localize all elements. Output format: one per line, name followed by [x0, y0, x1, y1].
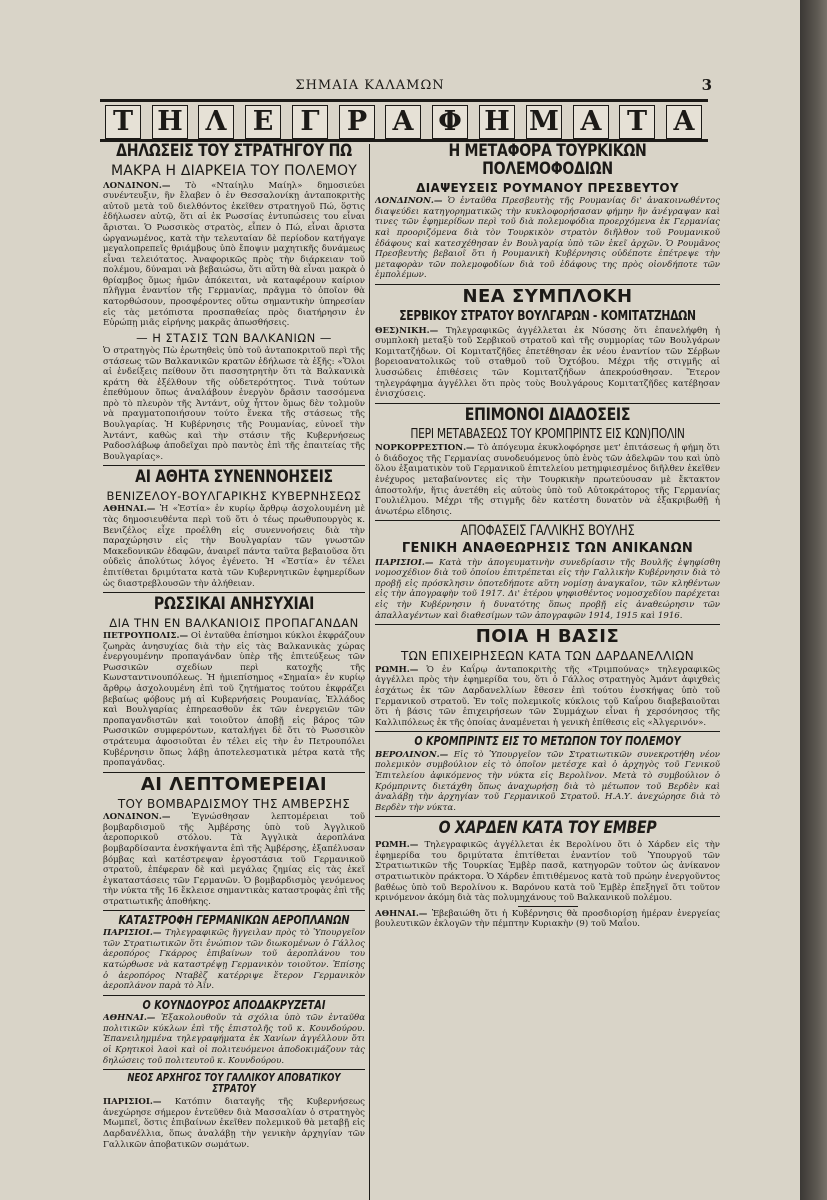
banner-letter: Α [666, 105, 702, 139]
article-subheadline: ΒΕΝΙΖΕΛΟΥ-ΒΟΥΛΓΑΡΙΚΗΣ ΚΥΒΕΡΝΗΣΕΩΣ [106, 489, 362, 504]
divider [375, 403, 720, 404]
banner-letter: Φ [432, 105, 468, 139]
dateline: ΛΟΝΔΙΝΟΝ.— [103, 180, 171, 191]
article-subheadline: ΓΕΝΙΚΗ ΑΝΑΘΕΩΡΗΣΙΣ ΤΩΝ ΑΝΙΚΑΝΩΝ [401, 541, 694, 557]
article-subheadline: ΤΟΥ ΒΟΜΒΑΡΔΙΣΜΟΥ ΤΗΣ ΑΜΒΕΡΣΗΣ [117, 796, 351, 811]
article-text: Εἰς τὸ Ὑπουργεῖον τῶν Στρατιωτικῶν συνεκροτήθη νέον πολεμικὸν συμβούλιον εἰς τὸ ὁποῖον μετέσχε καὶ ὁ ἀρχηγὸς τοῦ Γενικοῦ Ἐπιτελείου ἀφικόμενος τὴν νύκτα εἰς Βερολῖνον. Μετὰ τὸ συμβούλιον ὁ Κρόμπριντς διετάχθη ὅπως ἀναχωρήσῃ διὰ τὸ μέτωπον τοῦ Βερδὲν καὶ ἀναλάβῃ τὴν ἀρχηγίαν τοῦ Γερμανικοῦ Στρατοῦ. Η.Α.Υ. ἀνεχώρησε διὰ τὸ Βερδὲν τὴν νύκτα. [375, 749, 720, 813]
divider [103, 910, 365, 911]
divider [103, 995, 365, 996]
dateline: ΠΕΤΡΟΥΠΟΛΙΣ.— [103, 631, 189, 641]
article-po [103, 143, 365, 462]
dateline: ΛΟΝΔΙΝΟΝ.— [375, 196, 443, 207]
article-koundouros [103, 999, 365, 1067]
banner-letter: Λ [198, 105, 234, 139]
divider [375, 624, 720, 625]
page-header [40, 76, 712, 98]
dateline: ΠΑΡΙΣΙΟΙ.— [103, 928, 162, 939]
article-venizelos [103, 469, 365, 589]
divider [375, 816, 720, 817]
dateline: ΠΑΡΙΣΙΟΙ.— [103, 1097, 162, 1108]
box-headline: ΚΑΤΑΣΤΡΟΦΗ ΓΕΡΜΑΝΙΚΩΝ ΑΕΡΟΠΛΑΝΩΝ [118, 912, 350, 927]
article-text: Τηλεγραφικῶς ἀγγέλλεται ἐκ Νύσσης ὅτι ἐπανελήφθη ἡ συμπλοκὴ μεταξὺ τοῦ Σερβικοῦ στρατοῦ καὶ τῆς συμμορίας τῶν Βουλγάρων Κομιτατζήδων. Οἱ Κομιτατζῆδες ἐπετέθησαν ἐκ νέου ἐναντίον τῶν Σέρβων βορειοανατολικῶς τοῦ σταθμοῦ τοῦ Ὀχτόβου. Μέχρι τῆς στιγμῆς αἱ λυσσώδεις ἐπιθέσεις τῶν Κομιτατζήδων ἀπεκρούσθησαν. Ἕτερον τηλεγράφημα ἀγγέλλει ὅτι πρὸς τοὺς Βουλγάρους Κομιτατζῆδες κατέβησαν ἐνισχύσεις. [375, 325, 720, 400]
book-edge [800, 0, 827, 1200]
dateline: ΑΘΗΝΑΙ.— [103, 1013, 156, 1024]
article-subheadline: ΤΩΝ ΕΠΙΧΕΙΡΗΣΕΩΝ ΚΑΤΑ ΤΩΝ ΔΑΡΔΑΝΕΛΛΙΩΝ [400, 649, 695, 664]
newspaper-title: ΣΗΜΑΙΑ ΚΑΛΑΜΩΝ [295, 78, 445, 93]
article-headline: ΔΗΛΩΣΕΙΣ ΤΟΥ ΣΤΡΑΤΗΓΟΥ ΠΩ [116, 141, 352, 161]
dateline: ΡΩΜΗ.— [375, 664, 419, 675]
article-french-commander [103, 1073, 365, 1150]
dateline: ΡΩΜΗ.— [375, 840, 419, 851]
dateline: ΑΘΗΝΑΙ.— [103, 504, 156, 515]
divider [103, 465, 365, 466]
article-russian-worries [103, 596, 365, 769]
article-headline: ΕΠΙΜΟΝΟΙ ΔΙΑΔΟΣΕΙΣ [464, 404, 631, 425]
telegrams-banner [100, 103, 708, 139]
article-headline: Ο ΚΟΥΝΔΟΥΡΟΣ ΑΠΟΔΑΚΡΥΖΕΤΑΙ [142, 997, 326, 1012]
article-text: Κατὰ τὴν ἀπογευματινὴν συνεδρίασιν τῆς Βουλῆς ἐψηφίσθη νομοσχέδιον διὰ τοῦ ὁποίου ἐπιτρέπεται εἰς τὴν Γαλλικὴν Κυβέρνησιν διὰ τὸ προβῇ εἰς πρόσκλησιν ὁποτεδήποτε αὕτη νομίσῃ ἀναγκαῖον, τῶν κληθέντων εἰς τὴν ἀπογραφὴν τοῦ 1917. Δι' ἑτέρου ψηφισθέντος νομοσχεδίου παρέχεται εἰς τὴν Κυβέρνησιν ἡ δυνατότης ὅπως προβῇ εἰς ἀναθεώρησιν τῶν ἀπαλλαγέντων καὶ διαθεσίμων τῶν ἀπογραφῶν 1914, 1915 καὶ 1916. [375, 557, 720, 621]
article-subheadline: ΔΙΑ ΤΗΝ ΕΝ ΒΑΛΚΑΝΙΟΙΣ ΠΡΟΠΑΓΑΝΔΑΝ [109, 615, 359, 630]
banner-letter: Α [385, 105, 421, 139]
article-text: Τὸ ἀπόγευμα ἐκυκλοφόρησε μετ' ἐπιτάσεως ἡ φήμη ὅτι ὁ διάδοχος τῆς Γερμανίας συνοδευόμενος ὑπὸ ἑνὸς τῶν ἀδελφῶν του καὶ ὑπὸ ὅλου ἐξαιματικὸν τοῦ Γερμανικοῦ ἐπιτελείου μετημφιεσμένος διῆλθεν ἐκεῖθεν ἐνέχυρος μεταβαίνοντες εἰς τὴν Τουρκικὴν πρωτεύουσαν μὲ ἔκτακτον ἀποστολήν, ἥτις ἀνετέθη εἰς αὐτοὺς ὑπὸ τοῦ Αὐτοκράτορος τῆς Γερμανίας Γουλιέλμου. Μέχρι τῆς στιγμῆς δὲν κατέστη δυνατὸν νὰ ἐξακριβωθῇ ἡ ἀνωτέρω εἴδησις. [375, 443, 720, 517]
article-subheadline: ΠΕΡΙ ΜΕΤΑΒΑΣΕΩΣ ΤΟΥ ΚΡΟΜΠΡΙΝΤΣ ΕΙΣ ΚΩΝ)ΠΟΛΙΝ [410, 426, 685, 442]
article-turkish-munitions [375, 143, 720, 281]
column-divider [369, 144, 370, 1200]
article-headline: ΑΙ ΛΕΠΤΟΜΕΡΕΙΑΙ [140, 773, 328, 795]
article-text: Κατόπιν διαταγῆς τῆς Κυβερνήσεως ἀνεχώρησε σήμερον ἐντεῦθεν διὰ Μασσαλίαν ὁ στρατηγὸς Μωμπεῖ, ὅστις ἐπιβαίνων ἐκεῖθεν πολεμικοῦ θὰ μεταβῇ εἰς Δαρδανέλλια, ὅπως ἀναλάβῃ τὴν γενικὴν ἀρχηγίαν τῶν Γαλλικῶν ἀποβατικῶν σωμάτων. [103, 1097, 365, 1150]
article-headline: Ο ΧΑΡΔΕΝ ΚΑΤΑ ΤΟΥ ΕΜΒΕΡ [438, 818, 657, 839]
article-text: Τὸ «Νταίηλυ Μαίηλ» δημοσιεύει συνέντευξιν, ἣν ἔλαβεν ὁ ἐν Θεσσαλονίκῃ ἀνταποκριτὴς αὐτοῦ μετὰ τοῦ διελθόντος ἐκεῖθεν στρατηγοῦ Πώ, ὅστις ἐδήλωσεν αὐτῷ, ὅτι αἱ ἐκ Ρωσσίας ἐντυπώσεις του εἶναι ἄρισται. Ὁ Ρωσσικὸς στρατὸς, εἶπεν ὁ Πώ, εἶναι ἄριστα ὠργανωμένος, κατὰ τὴν τελευταίαν δὲ περίοδον κατήγαγε μεγαλοπρεπεῖς θριάμβους ὑπὸ ἔποψιν μαχητικῆς δυνάμεως εἶναι τελειότατος. Ἀναφορικῶς πρὸς τὴν διάρκειαν τοῦ πολέμου, δύναμαι νὰ βεβαιώσω, ὅτι αὕτη θὰ εἶναι μακρὰ ὁ θρίαμβος ὅμως ἡμῶν ἀπόκειται, νὰ καταφέρουν καίριον πλῆγμα ἐναντίον τῆς Γερμανίας, πρᾶγμα τὸ ὁποῖον θὰ κατορθώσουν, προσφέροντες οὕτω σημαντικὴν ὑπηρεσίαν εἰς τὰς μετόπιστα προσπαθείας πρὸς διατήρησιν ἐν Εὐρώπῃ μιᾶς εἰρήνης μακρᾶς ἀπωσθήσεις. [103, 180, 365, 329]
dateline: ΒΕΡΟΛΙΝΟΝ.— [375, 749, 449, 760]
banner-letter: Γ [292, 105, 328, 139]
article-text: Ὁ στρατηγὸς Πὼ ἐρωτηθεὶς ὑπὸ τοῦ ἀνταποκριτοῦ περὶ τῆς στάσεως τῶν Βαλκανικῶν κρατῶν ἐδήλωσε τὰ ἑξῆς: «Ὅλοι αἱ ἐνδείξεις πείθουν ὅτι πασσητρητὴν ὅτι τὰ Βαλκανικὰ κράτη θὰ ἐξέλθουν τῆς οὐδετερότητος. Τινὰ τούτων ἐπεθύμουν ὅπως ἀναλάβουν ἐνεργὸν δρᾶσιν τασσόμενα πρὸ τὸ πλευρὸν τῆς Ἀντάντ, οὐχ ἧττον ὅμως δὲν τολμοῦν νὰ πραγματοποιήσουν τούτο ἕνεκα τῆς στάσεως τῆς Βουλγαρίας. Ἡ Κυβέρνησις τῆς Ρουμανίας, εὐνοεῖ τὴν Ἀντάντ, καθὼς καὶ τὴν στάσιν τῆς Κυβερνήσεως Ραδοσλάβωφ ἀποδεῖχαι πρὸ παντὸς ἐπὶ τῆς ἐπαιτείας τῆς Βουλγαρίας». [103, 345, 365, 462]
article-harden-enver [375, 820, 720, 930]
article-headline: ΝΕΟΣ ΑΡΧΗΓΟΣ ΤΟΥ ΓΑΛΛΙΚΟΥ ΑΠΟΒΑΤΙΚΟΥ ΣΤΡΑΤΟΥ [127, 1072, 341, 1096]
article-dardanelles-base [375, 628, 720, 728]
article-headline: ΠΟΙΑ Η ΒΑΣΙΣ [475, 626, 620, 648]
dateline: ΛΟΝΔΙΝΟΝ.— [103, 812, 171, 823]
article-text: Τηλεγραφικῶς ἀγγέλλεται ἐκ Βερολίνου ὅτι ὁ Χάρδεν εἰς τὴν ἐφημερίδα του δριμύτατα ἐπιτίθεται ἐναντίον τοῦ Ὑπουργοῦ τῶν Στρατιωτικῶν τῆς Τουρκίας Ἐμβὲρ πασᾶ, κατηγορῶν τοῦτον ὡς ἀνίκανον στρατιωτικὸν πράκτορα. Ὁ Χάρδεν ἐπιτιθέμενος κατὰ τοῦ πρώην ἐνεργοῦντος βαθέως ὑπὸ τοῦ Βερολίνου κ. Βαρόνου κατὰ τοῦ Ἐμβὲρ ἐπεξηγεῖ ὅτι τοῦτον κρινόμενον ἀκόμη διὰ τὰς πολυμηχάνους τοῦ Βαλκανικοῦ πολέμου. [375, 840, 720, 904]
divider [375, 284, 720, 285]
article-headline: ΝΕΑ ΣΥΜΠΛΟΚΗ [462, 286, 633, 308]
article-headline: ΡΩΣΣΙΚΑΙ ΑΝΗΣΥΧΙΑΙ [153, 594, 315, 615]
article-headline: ΑΠΟΦΑΣΕΙΣ ΓΑΛΛΙΚΗΣ ΒΟΥΛΗΣ [460, 523, 635, 540]
banner-letter: Ρ [339, 105, 375, 139]
divider [103, 1069, 365, 1070]
article-subhead: — Η ΣΤΑΣΙΣ ΤΩΝ ΒΑΛΚΑΝΙΩΝ — [136, 330, 332, 345]
article-text: Τηλεγραφικῶς ἤγγειλαν πρὸς τὸ Ὑπουργεῖον τῶν Στρατιωτικῶν ὅτι ἐνώπιον τῶν διωκομένων ὁ Γάλλος ἀεροπόρος Γκάρρος ἐπιβαίνων τοῦ ἀεροπλάνου του κατώρθωσε νὰ καταστρέψῃ Γερμανικὸν τοιοῦτον. Ἐπίσης ὁ ἀεροπόρος Νταβὲζ κατέρριψε ἕτερον Γερμανικὸν ἀεροπλάνον παρὰ τὸ Ἀΐν. [103, 928, 365, 992]
article-headline: Η ΜΕΤΑΦΟΡΑ ΤΟΥΡΚΙΚΩΝ ΠΟΛΕΜΟΦΟΔΙΩΝ [448, 141, 647, 179]
banner-letter: Τ [105, 105, 141, 139]
left-column [103, 140, 365, 1200]
divider [518, 906, 578, 907]
article-new-clash [375, 288, 720, 400]
article-headline: ΑΙ ΑΘΗΤΑ ΣΥΝΕΝΝΟΗΣΕΙΣ [135, 467, 333, 488]
article-text: Ἡ «Ἑστία» ἐν κυρίῳ ἄρθρῳ ἀσχολουμένη μὲ τὰς δημοσιευθέντα περὶ τοῦ ὅτι ὁ τέως πρωθυπουργὸς κ. Βενιζέλος εἶχε προέλθη εἰς συνεννοήσεις διὰ τὴν παραχώρησιν εἰς τὴν Βουλγαρίαν τῶν γνωστῶν Μακεδονικῶν ἐδαφῶν, ἀναιρεῖ πάντα ταῦτα βεβαιοῦσα ὅτι οὐδεὶς ἀπολύτως λόγος ἐγένετο. Ἡ «Ἑστία» ἐν τέλει ἐπιτίθεται δριμύτατα κατὰ τῶν Κυβερνητικῶν ἐφημερίδων ὡς διαστρεβλουσῶν τὴν ἀλήθειαν. [103, 504, 365, 589]
divider [103, 592, 365, 593]
article-kronprinz-front [375, 735, 720, 813]
dateline: ΝΟΡΚΟΡΡΕΣΤΙΟΝ.— [375, 443, 475, 454]
article-text: Ὁ ἐνταῦθα Πρεσβευτὴς τῆς Ρουμανίας δι' ἀνακοινωθέντος διαψεύδει κατηγορηματικῶς τὴν κυκλοφορήσασαν φήμην ἣν ἀνέγραψαν καὶ τινες τῶν ἐφημερίδων περὶ τοῦ διὰ πολεμοφόδια προερχόμενα ἐκ Γερμανίας καὶ προοριζόμενα διὰ τὸν Τουρκικὸν στρατὸν διῆλθον τοῦ Ρουμανικοῦ ἐδάφους καὶ κατεσχέθησαν ἐν Βουλγαρίᾳ ὑπὸ τῶν ἐκεῖ ἀρχῶν. Ὁ Ρουμᾶνος Πρεσβευτὴς βεβαιοῖ ὅτι ἡ Ρουμανικὴ Κυβέρνησις οὐδέποτε ἐπέτρεψε τὴν μεταφορὰν τῶν πολεμοφοδίων διὰ τοῦ ἐδάφους της πρὸς οἱονδήποτε τῶν ἐμπολέμων. [375, 196, 720, 281]
dateline: ΘΕΣ)ΝΙΚΗ.— [375, 325, 439, 336]
article-text: Ὁ ἐν Καΐρῳ ἀνταποκριτὴς τῆς «Τριμπούνας» τηλεγραφικῶς ἀγγέλλει πρὸς τὴν ἐφημερίδα του, ὅτι ὁ Γάλλος στρατηγὸς Ἀμάντ ἀφιχθεὶς ἐσχάτως ἐκ τῶν Δαρδανελλίων ἔθεσεν ἐπὶ τούτου ἐνσκήψας ὑπὸ τοῦ Γερμανικοῦ στρατοῦ. Ἐν τοῖς πολεμικοῖς κύκλοις τοῦ Καΐρου διαβεβαιοῦται ὅτι ἡ βάσις τῶν ἐπιχειρήσεων τῶν Συμμάχων εἶναι ἡ χερσόνησος τῆς Καλλιπόλεως ἐκ τῆς ὁποίας ἀναμένεται ἡ γενικὴ ἐπίθεσις εἰς «Ἀλγερινόν». [375, 664, 720, 728]
banner-letter: Μ [526, 105, 562, 139]
dateline: ΠΑΡΙΣΙΟΙ.— [375, 557, 434, 568]
divider [375, 731, 720, 732]
article-subheadline: ΔΙΑΨΕΥΣΕΙΣ ΡΟΥΜΑΝΟΥ ΠΡΕΣΒΕΥΤΟΥ [416, 180, 679, 195]
article-subheadline: ΣΕΡΒΙΚΟΥ ΣΤΡΑΤΟΥ ΒΟΥΛΓΑΡΩΝ - ΚΟΜΙΤΑΤΖΗΔΩΝ [399, 308, 696, 324]
article-headline: Ο ΚΡΟΜΠΡΙΝΤΣ ΕΙΣ ΤΟ ΜΕΤΩΠΟΝ ΤΟΥ ΠΟΛΕΜΟΥ [414, 734, 681, 749]
article-text: Οἱ ἐνταῦθα ἐπίσημοι κύκλοι ἐκφράζουν ζωηρὰς ἀνησυχίας διὰ τὴν εἰς τὰς Βαλκανικὰς χώρας ἐνεργουμένην προπαγάνδαν ὑπὲρ τῆς ἐπιτεύξεως τῶν Ρωσσικῶν σχεδίων περὶ κατοχῆς τῆς Κωνσταντινουπόλεως. Ἡ ἡμιεπίσημος «Σημαία» ἐν κυρίῳ ἄρθρῳ ἀσχολουμένη ἐπὶ τοῦ ζητήματος τούτου ἐκφράζει βεβαίως φόβους μή αἱ Κυβερνήσεις Ρουμανίας, Ἑλλάδος καὶ Βουλγαρίας ἐπηρεασθοῦν ἐκ τῶν ἐνεργειῶν τῶν προπαγανδιστῶν καὶ τοιοῦτον ἀποβῇ εἰς βάρος τῶν Ρωσσικῶν συμφερόντων, καταλήγει δὲ ὅτι τὸ Ρωσσικὸν στράτευμα ἀφοσιοῦται ἐν τέλει εἰς τὴν ἐν Πετρουπόλει Κυβέρνησιν ὅπως λάβῃ ἀποτελεσματικὰ μέτρα κατὰ τῆς προπαγάνδας. [103, 631, 365, 769]
dateline: ΑΘΗΝΑΙ.— [375, 908, 428, 919]
article-antwerp [103, 773, 365, 992]
article-subheadline: ΜΑΚΡΑ Η ΔΙΑΡΚΕΙΑ ΤΟΥ ΠΟΛΕΜΟΥ [111, 162, 357, 179]
banner-letter: Α [573, 105, 609, 139]
banner-letter: Η [152, 105, 188, 139]
divider [375, 520, 720, 521]
article-kronprinz-rumors [375, 404, 720, 518]
article-french-chamber [375, 524, 720, 621]
banner-letter: Τ [619, 105, 655, 139]
article-text: Ἐγνώσθησαν λεπτομέρειαι τοῦ βομβαρδισμοῦ τῆς Ἀμβέρσης ὑπὸ τοῦ Ἀγγλικοῦ ἀεροπορικοῦ στόλου. Τὰ Ἀγγλικὰ ἀεροπλάνα βομβαρδίσαντα ἐνσκήψαντα ἐπὶ τῆς Ἀμβέρσης, ἐξαπέλυσαν βόμβας καὶ κατέστρεψαν ἐργοστάσια τοῦ Γερμανικοῦ στρατοῦ, ἐπέφεραν δὲ καὶ μεγάλας ζημίας εἰς τὰς ἐκεῖ ἐγκαταστάσεις τῶν Γερμανῶν. Ὁ βομβαρδισμὸς γενόμενος τὴν νύκτα τῆς 16 ἔκλεισε σημαντικὰς καταστροφὰς ἐπὶ τῆς στρατιωτικῆς ἀποθήκης. [103, 812, 365, 907]
banner-top-rule [100, 99, 708, 102]
banner-letter: Η [479, 105, 515, 139]
article-text: Ἐξακολουθοῦν τὰ σχόλια ὑπὸ τῶν ἐνταῦθα πολιτικῶν κύκλων ἐπὶ τῆς ἐπιστολῆς τοῦ κ. Κουνδούρου. Ἐπανειλημμένα τηλεγραφήματα ἐκ Χανίων ἀγγέλλουν ὅτι οἱ Κρητικοὶ λαοὶ καὶ οἱ πολιτευόμενοι ἀποδοκιμάζουν τὰς δηλώσεις τοῦ πολιτευτοῦ κ. Κουνδούρου. [103, 1013, 365, 1066]
page-number: 3 [701, 76, 712, 94]
right-column [375, 140, 720, 1200]
banner-letter: Ε [245, 105, 281, 139]
article-text: Ἐβεβαιώθη ὅτι ἡ Κυβέρνησις θὰ προσδιορίσῃ ἡμέραν ἐνεργείας βουλευτικῶν ἐκλογῶν τὴν πέμπτην Κυριακὴν (9) τοῦ Μαΐου. [375, 908, 720, 930]
divider [103, 772, 365, 773]
